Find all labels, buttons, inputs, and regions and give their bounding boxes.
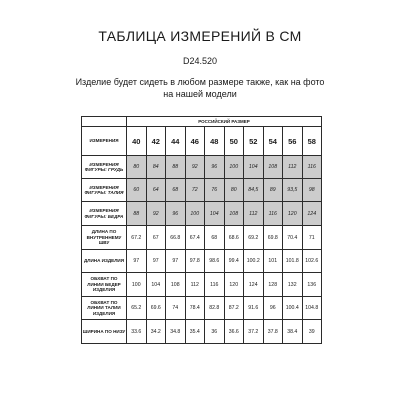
size-table (81, 116, 322, 344)
value-cell: 97 (127, 250, 147, 273)
value-cell: 102.6 (302, 250, 322, 273)
row-label: ДЛИНА ПО ВНУТРЕННЕМУ ШВУ (82, 226, 127, 250)
value-cell: 67.2 (127, 226, 147, 250)
value-cell: 34.8 (166, 320, 186, 344)
value-cell: 116 (302, 156, 322, 179)
value-cell: 116 (205, 273, 225, 297)
size-cell: 54 (263, 127, 283, 156)
corner-cell (82, 117, 127, 127)
value-cell: 68 (166, 179, 186, 202)
fit-note: Изделие будет сидеть в любом размере также, как на фото на нашей модели (75, 77, 325, 99)
value-cell: 100 (185, 202, 205, 226)
row-label: ДЛИНА ИЗДЕЛИЯ (82, 250, 127, 273)
value-cell: 99.4 (224, 250, 244, 273)
table-row (82, 273, 322, 297)
row-label: ИЗМЕРЕНИЯ ФИГУРЫ: ГРУДЬ (82, 156, 127, 179)
value-cell: 88 (127, 202, 147, 226)
size-cell: 52 (244, 127, 264, 156)
value-cell: 112 (283, 156, 303, 179)
value-cell: 112 (185, 273, 205, 297)
value-cell: 124 (244, 273, 264, 297)
value-cell: 78.4 (185, 297, 205, 320)
value-cell: 100 (127, 273, 147, 297)
value-cell: 64 (146, 179, 166, 202)
value-cell: 36.6 (224, 320, 244, 344)
value-cell: 67.4 (185, 226, 205, 250)
size-header-row (82, 127, 322, 156)
value-cell: 101 (263, 250, 283, 273)
table-row (82, 320, 322, 344)
row-label: ОБХВАТ ПО ЛИНИИ БЕДЕР ИЗДЕЛИЯ (82, 273, 127, 297)
value-cell: 132 (283, 273, 303, 297)
value-cell: 38.4 (283, 320, 303, 344)
row-label: ШИРИНА ПО НИЗУ (82, 320, 127, 344)
table-row (82, 297, 322, 320)
value-cell: 124 (302, 202, 322, 226)
value-cell: 71 (302, 226, 322, 250)
value-cell: 101.8 (283, 250, 303, 273)
size-group-label: РОССИЙСКИЙ РАЗМЕР (127, 117, 322, 127)
value-cell: 100.2 (244, 250, 264, 273)
value-cell: 68.6 (224, 226, 244, 250)
value-cell: 120 (224, 273, 244, 297)
value-cell: 104.8 (302, 297, 322, 320)
value-cell: 34.2 (146, 320, 166, 344)
value-cell: 98 (302, 179, 322, 202)
size-cell: 58 (302, 127, 322, 156)
size-cell: 44 (166, 127, 186, 156)
table-row (82, 179, 322, 202)
value-cell: 60 (127, 179, 147, 202)
size-cell: 42 (146, 127, 166, 156)
value-cell: 74 (166, 297, 186, 320)
table-row (82, 156, 322, 179)
value-cell: 84 (146, 156, 166, 179)
value-cell: 108 (166, 273, 186, 297)
header-label: ИЗМЕРЕНИЯ (82, 127, 127, 156)
value-cell: 100 (224, 156, 244, 179)
value-cell: 69.8 (263, 226, 283, 250)
row-label: ИЗМЕРЕНИЯ ФИГУРЫ: БЕДРА (82, 202, 127, 226)
row-label: ИЗМЕРЕНИЯ ФИГУРЫ: ТАЛИЯ (82, 179, 127, 202)
value-cell: 36 (205, 320, 225, 344)
value-cell: 65.2 (127, 297, 147, 320)
size-cell: 50 (224, 127, 244, 156)
value-cell: 98.6 (205, 250, 225, 273)
value-cell: 84,5 (244, 179, 264, 202)
value-cell: 69.6 (146, 297, 166, 320)
value-cell: 35.4 (185, 320, 205, 344)
size-cell: 48 (205, 127, 225, 156)
value-cell: 116 (263, 202, 283, 226)
value-cell: 37.8 (263, 320, 283, 344)
article-code: D24.520 (182, 56, 218, 66)
value-cell: 69.2 (244, 226, 264, 250)
value-cell: 37.2 (244, 320, 264, 344)
value-cell: 39 (302, 320, 322, 344)
value-cell: 68 (205, 226, 225, 250)
value-cell: 92 (185, 156, 205, 179)
value-cell: 33.6 (127, 320, 147, 344)
value-cell: 80 (127, 156, 147, 179)
value-cell: 108 (224, 202, 244, 226)
value-cell: 96 (166, 202, 186, 226)
value-cell: 136 (302, 273, 322, 297)
value-cell: 70.4 (283, 226, 303, 250)
value-cell: 97 (166, 250, 186, 273)
size-group-row (82, 117, 322, 127)
value-cell: 89 (263, 179, 283, 202)
size-cell: 56 (283, 127, 303, 156)
value-cell: 96 (263, 297, 283, 320)
value-cell: 88 (166, 156, 186, 179)
table-row (82, 202, 322, 226)
value-cell: 100.4 (283, 297, 303, 320)
value-cell: 66.8 (166, 226, 186, 250)
value-cell: 91.6 (244, 297, 264, 320)
value-cell: 87.2 (224, 297, 244, 320)
value-cell: 128 (263, 273, 283, 297)
value-cell: 104 (146, 273, 166, 297)
value-cell: 67 (146, 226, 166, 250)
value-cell: 108 (263, 156, 283, 179)
table-row (82, 250, 322, 273)
value-cell: 104 (244, 156, 264, 179)
size-cell: 46 (185, 127, 205, 156)
value-cell: 96 (205, 156, 225, 179)
table-row (82, 226, 322, 250)
value-cell: 80 (224, 179, 244, 202)
value-cell: 104 (205, 202, 225, 226)
value-cell: 82.8 (205, 297, 225, 320)
value-cell: 97.8 (185, 250, 205, 273)
value-cell: 120 (283, 202, 303, 226)
value-cell: 112 (244, 202, 264, 226)
value-cell: 92 (146, 202, 166, 226)
row-label: ОБХВАТ ПО ЛИНИИ ТАЛИИ ИЗДЕЛИЯ (82, 297, 127, 320)
value-cell: 72 (185, 179, 205, 202)
value-cell: 76 (205, 179, 225, 202)
size-cell: 40 (127, 127, 147, 156)
value-cell: 97 (146, 250, 166, 273)
value-cell: 93,5 (283, 179, 303, 202)
page-title: ТАБЛИЦА ИЗМЕРЕНИЙ В СМ (98, 28, 302, 44)
